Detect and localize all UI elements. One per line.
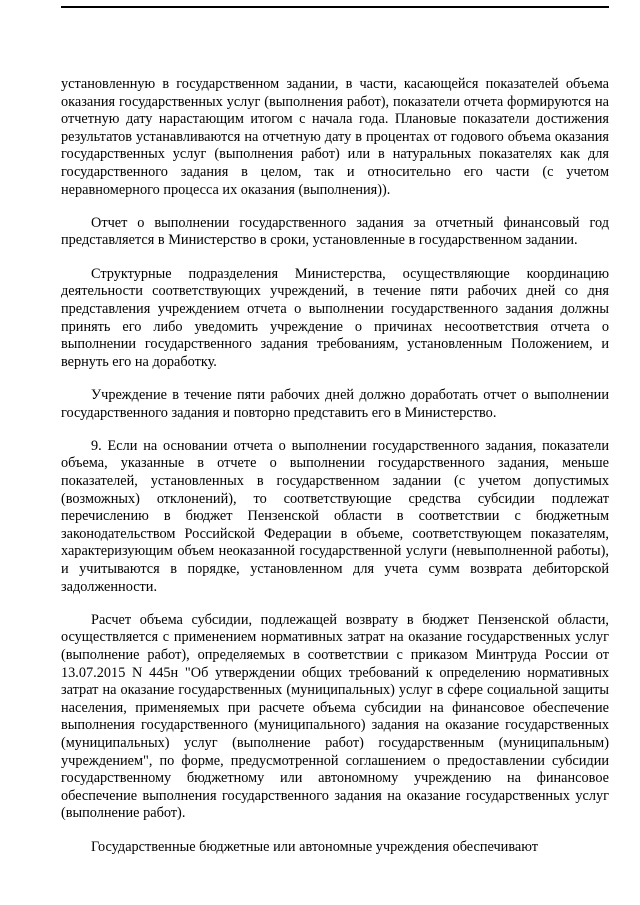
paragraph-subsidy-calculation: Расчет объема субсидии, подлежащей возврату в бюджет Пензенской области, осуществляется с применением нормативных затрат на оказание государственных услуг (выполнение работ), определяемых в соответствии с приказом Минтруда России от 13.07.2015 N 445н "Об утверждении общих требований к определению нормативных затрат на оказание государственных (муниципальных) услуг в сфере социальной защиты населения, применяемых при расчете объема субсидии на финансовое обеспечение выполнения государственного (муниципального) задания на оказание государственных (муниципальных) услуг (выполнение работ) государственным (муниципальным) учреждением", по форме, предусмотренной соглашением о предоставлении субсидии государственному бюджетному или автономному учреждению на финансовое обеспечение выполнения государственного задания на оказание государственных услуг (выполнение работ).: [61, 611, 609, 822]
header-rule: [61, 6, 609, 8]
paragraph-institutions: Государственные бюджетные или автономные учреждения обеспечивают: [91, 838, 538, 855]
document-body: [61, 76, 609, 856]
paragraph-item-9: 9. Если на основании отчета о выполнении государственного задания, показатели объема, указанные в отчете о выполнении государственного задания, меньше показателей, установленных в государственном задании (с учетом допустимых (возможных) отклонений), то соответствующие средства субсидии подлежат перечислению в бюджет Пензенской области в соответствии с бюджетным законодательством Российской Федерации в объеме, соответствующем показателям, характеризующим объем неоказанной государственной услуги (невыполненной работы), и учитываются в порядке, установленном для учета сумм возврата дебиторской задолженности.: [61, 437, 609, 595]
paragraph-continuation: установленную в государственном задании, в части, касающейся показателей объема оказания государственных услуг (выполнения работ), показатели отчета формируются на отчетную дату нарастающим итогом с начала года. Плановые показатели достижения результатов устанавливаются на отчетную дату в процентах от годового объема оказания государственных услуг (выполнения работ) или в натуральных показателях как для государственного задания в целом, так и относительно его части (с учетом неравномерного процесса их оказания (выполнения)).: [61, 76, 609, 198]
paragraph-rework: Учреждение в течение пяти рабочих дней должно доработать отчет о выполнении государственного задания и повторно представить его в Министерство.: [61, 386, 609, 421]
paragraph-structural-units: Структурные подразделения Министерства, осуществляющие координацию деятельности соответствующих учреждений, в течение пяти рабочих дней со дня представления учреждением отчета о выполнении государственного задания должны принять его либо уведомить учреждение о причинах несоответствия отчета о выполнении государственного задания требованиям, установленным Положением, и вернуть его на доработку.: [61, 265, 609, 370]
paragraph-report-annual: Отчет о выполнении государственного задания за отчетный финансовый год представляется в Министерство в сроки, установленные в государственном задании.: [61, 214, 609, 249]
